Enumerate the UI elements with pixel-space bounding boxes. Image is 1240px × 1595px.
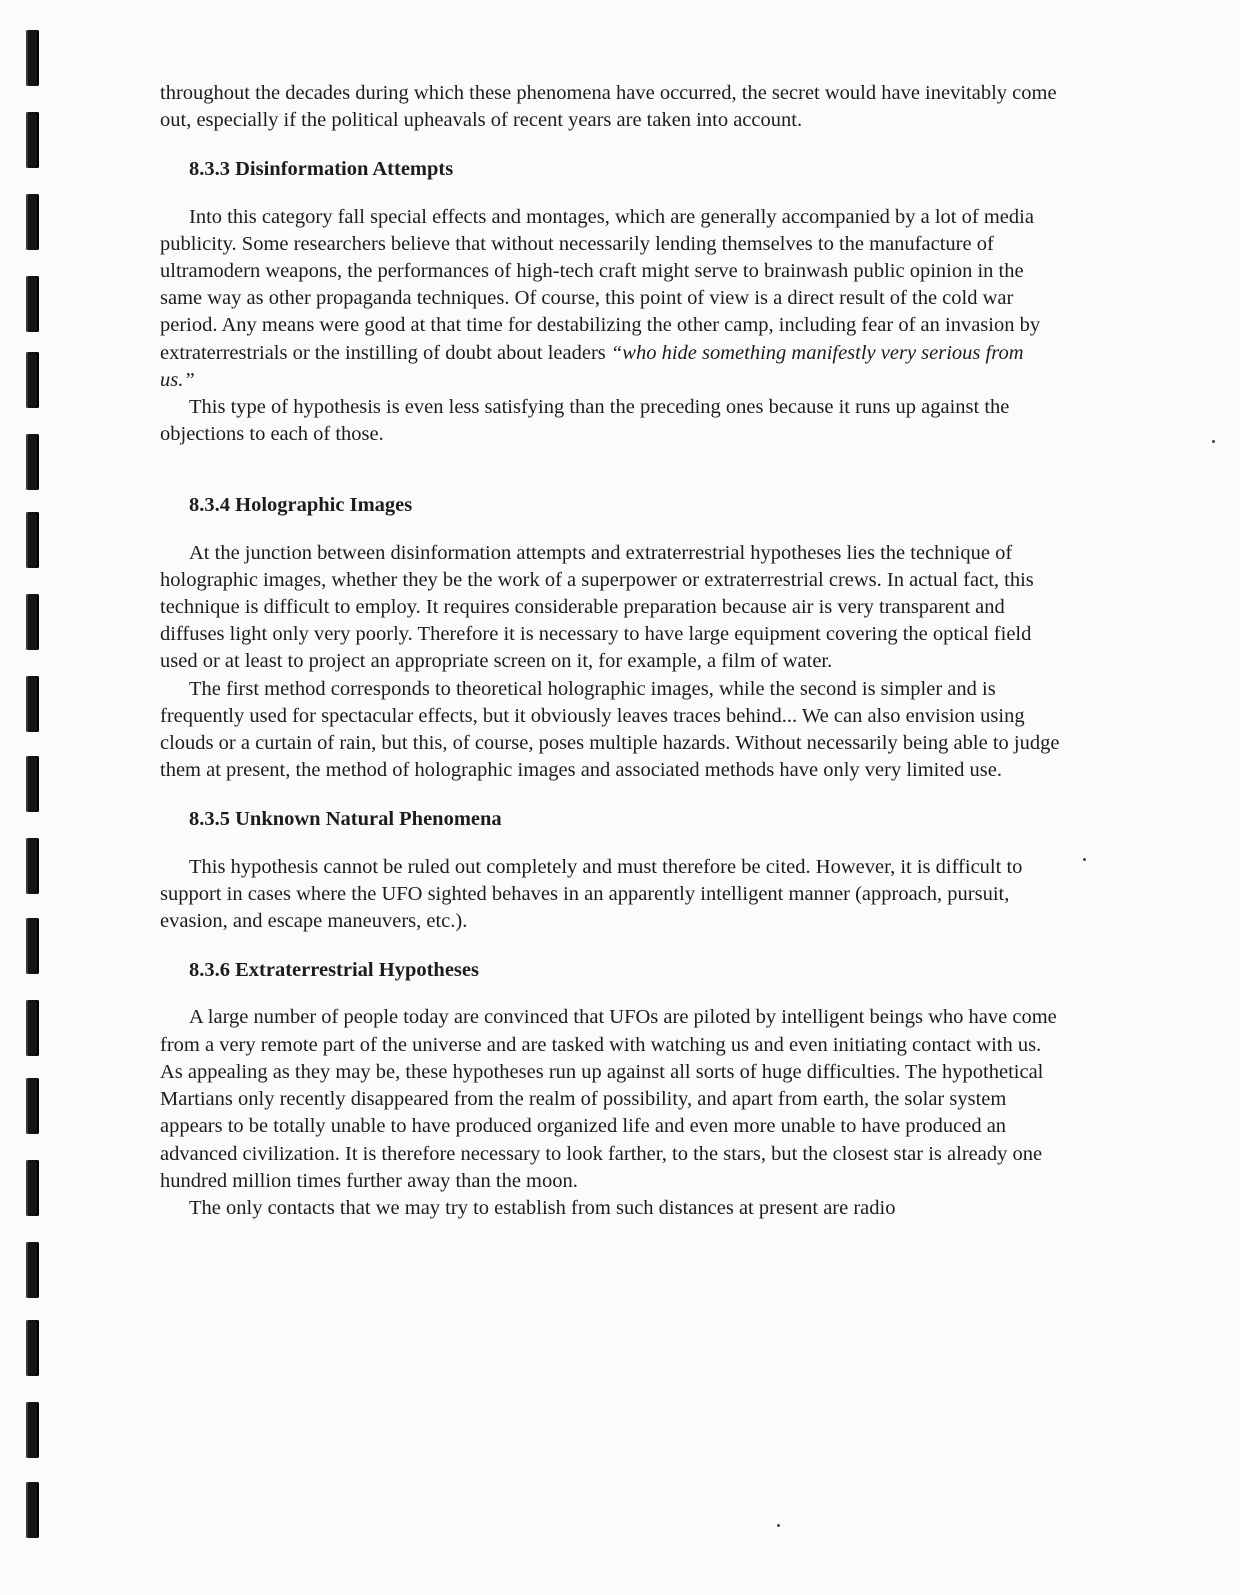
binding-hole <box>26 30 39 86</box>
binding-hole <box>26 1160 39 1216</box>
body-paragraph: The first method corresponds to theoretical holographic images, while the second is simpler and is frequently used for spectacular effects, but it obviously leaves traces behind... We can also envision using clouds or a curtain of rain, but this, of course, poses multiple hazards. Without necessarily being able to judge them at present, the method of holographic images and associated methods have only very limited use. <box>160 677 1060 782</box>
binding-hole <box>26 1402 39 1458</box>
binding-hole <box>26 276 39 332</box>
body-paragraph: The only contacts that we may try to establish from such distances at present are radio <box>189 1196 896 1219</box>
binding-hole <box>26 1000 39 1056</box>
body-paragraph: This hypothesis cannot be ruled out completely and must therefore be cited. However, it is difficult to support in cases where the UFO sighted behaves in an apparently intelligent manner (approach, pursuit, evasion, and escape maneuvers, etc.). <box>160 855 1023 933</box>
section-heading: 8.3.3 Disinformation Attempts <box>189 158 454 181</box>
binding-hole <box>26 1078 39 1134</box>
binding-hole <box>26 434 39 490</box>
binding-hole <box>26 194 39 250</box>
scan-speck <box>1212 440 1215 443</box>
paragraph-text: Into this category fall special effects and montages, which are generally accompanied by a lot of media publicity. Some researchers believe that without necessarily lending themselves to the manufacture of ultramodern weapons, the performances of high-tech craft might serve to brainwash public opinion in the same way as other propaganda techniques. Of course, this point of view is a direct result of the cold war period. Any means were good at that time for destabilizing the other camp, including fear of an invasion by extraterrestrials or the instilling of doubt about leaders <box>160 205 1041 364</box>
body-paragraph: A large number of people today are convinced that UFOs are piloted by intelligent beings who have come from a very remote part of the universe and are tasked with watching us and even initiating contact with us. As appealing as they may be, these hypotheses run up against all sorts of huge difficulties. The hypothetical Martians only recently disappeared from the realm of possibility, and apart from earth, the solar system appears to be totally unable to have produced organized life and even more unable to have produced an advanced civilization. It is therefore necessary to look farther, to the stars, but the closest star is already one hundred million times further away than the moon. <box>160 1006 1057 1192</box>
binding-hole <box>26 1242 39 1298</box>
binding-hole <box>26 594 39 650</box>
binding-hole <box>26 918 39 974</box>
intro-paragraph: throughout the decades during which these phenomena have occurred, the secret would have inevitably come out, especially if the political upheavals of recent years are taken into account. <box>160 82 1057 132</box>
body-paragraph <box>160 204 1060 394</box>
binding-holes <box>26 0 42 1595</box>
binding-hole <box>26 1482 39 1538</box>
body-paragraph: At the junction between disinformation attempts and extraterrestrial hypotheses lies the technique of holographic images, whether they be the work of a superpower or extraterrestrial crews. In actual fact, this technique is difficult to employ. It requires considerable preparation because air is very transparent and diffuses light only very poorly. Therefore it is necessary to have large equipment covering the optical field used or at least to project an appropriate screen on it, for example, a film of water. <box>160 541 1034 673</box>
document-page <box>160 80 1060 1222</box>
section-heading: 8.3.4 Holographic Images <box>189 494 413 517</box>
binding-hole <box>26 112 39 168</box>
binding-hole <box>26 838 39 894</box>
binding-hole <box>26 756 39 812</box>
binding-hole <box>26 352 39 408</box>
binding-hole <box>26 676 39 732</box>
body-paragraph: This type of hypothesis is even less satisfying than the preceding ones because it runs up against the objections to each of those. <box>160 396 1010 446</box>
quote-text: “who hide something manifestly very serious from us.” <box>160 341 1024 391</box>
binding-hole <box>26 512 39 568</box>
section-heading: 8.3.5 Unknown Natural Phenomena <box>189 808 502 831</box>
scan-speck <box>1083 858 1086 861</box>
scan-speck <box>777 1524 780 1527</box>
section-heading: 8.3.6 Extraterrestrial Hypotheses <box>189 959 479 982</box>
binding-hole <box>26 1320 39 1376</box>
